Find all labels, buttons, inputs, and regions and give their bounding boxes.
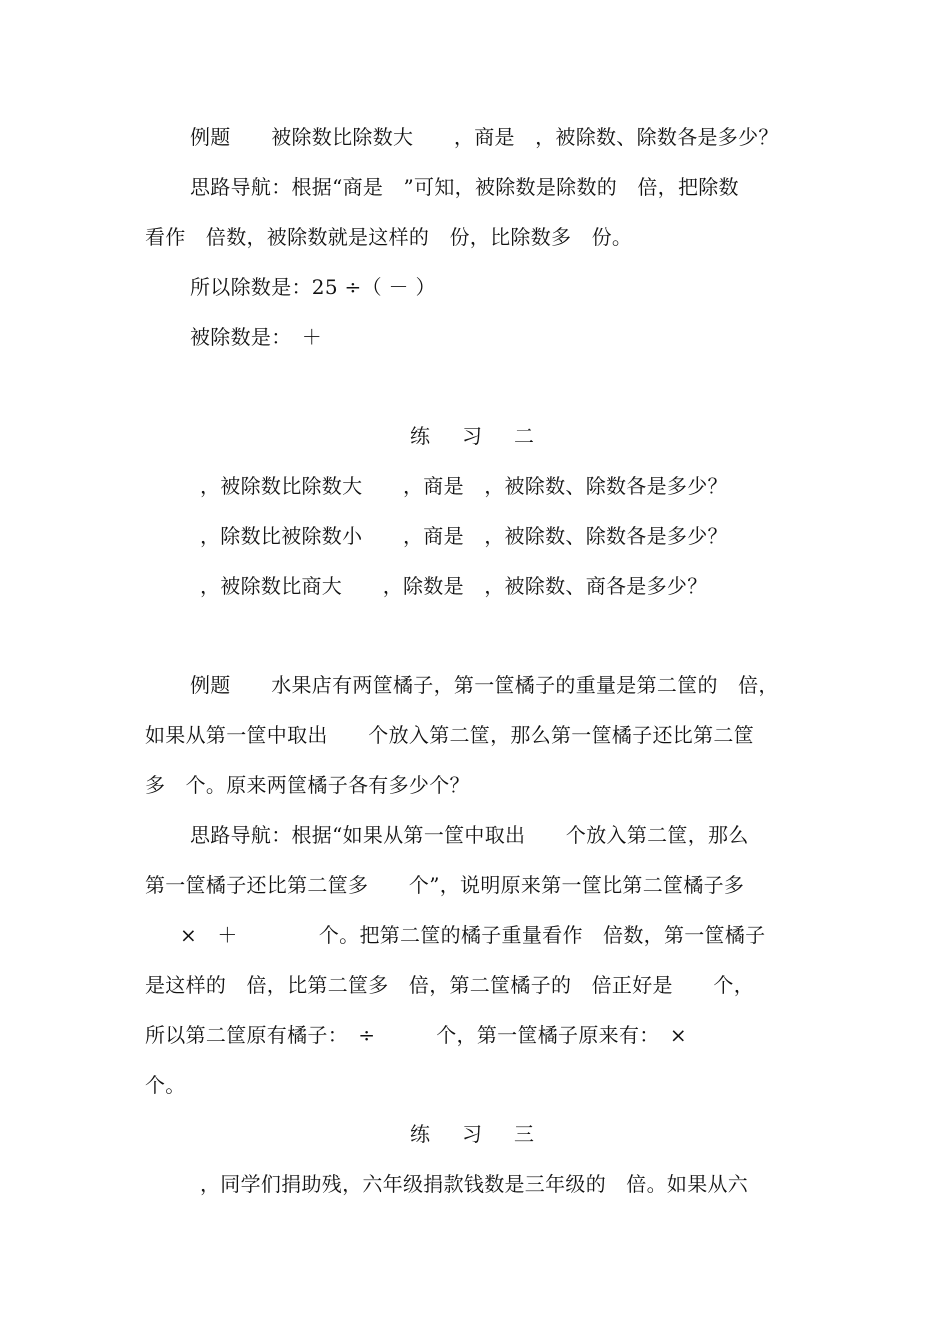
example-2-question-line-2: 如果从第一筐中取出 个放入第二筐，那么第一筐橘子还比第二筐	[145, 723, 754, 747]
exercise-2-item-1: ，被除数比除数大 ，商是 ，被除数、除数各是多少？	[200, 474, 728, 498]
example-2-hint-line-4: 是这样的 倍，比第二筐多 倍，第二筐橘子的 倍正好是 个，	[145, 973, 754, 997]
example-2-hint-line-3: × ＋ 个。把第二筐的橘子重量看作 倍数，第一筐橘子	[180, 923, 766, 947]
example-1-hint-line-1: 思路导航：根据“商是 ”可知，被除数是除数的 倍，把除数	[190, 175, 739, 199]
example-1-question: 例题 被除数比除数大 ，商是 ，被除数、除数各是多少？	[190, 125, 779, 149]
example-2-hint-line-2: 第一筐橘子还比第二筐多 个”，说明原来第一筐比第二筐橘子多	[145, 873, 745, 897]
example-1-divisor-formula: 所以除数是：25 ÷（ － ）	[190, 275, 436, 299]
exercise-2-item-3: ，被除数比商大 ，除数是 ，被除数、商各是多少？	[200, 574, 708, 598]
exercise-3-item-1: ，同学们捐助残，六年级捐款钱数是三年级的 倍。如果从六	[200, 1172, 749, 1196]
exercise-3-heading: 练 习 三	[410, 1122, 540, 1146]
exercise-2-heading: 练 习 二	[410, 424, 540, 448]
example-1-hint-line-2: 看作 倍数，被除数就是这样的 份，比除数多 份。	[145, 225, 633, 249]
example-1-dividend-formula: 被除数是： ＋	[190, 325, 323, 349]
example-2-hint-line-6: 个。	[145, 1073, 186, 1097]
example-2-hint-line-1: 思路导航：根据“如果从第一筐中取出 个放入第二筐，那么	[190, 823, 749, 847]
example-2-question-line-1: 例题 水果店有两筐橘子，第一筐橘子的重量是第二筐的 倍，	[190, 673, 779, 697]
example-2-question-line-3: 多 个。原来两筐橘子各有多少个？	[145, 773, 470, 797]
exercise-2-item-2: ，除数比被除数小 ，商是 ，被除数、除数各是多少？	[200, 524, 728, 548]
example-2-hint-line-5: 所以第二筐原有橘子： ÷ 个，第一筐橘子原来有： ×	[145, 1023, 687, 1047]
